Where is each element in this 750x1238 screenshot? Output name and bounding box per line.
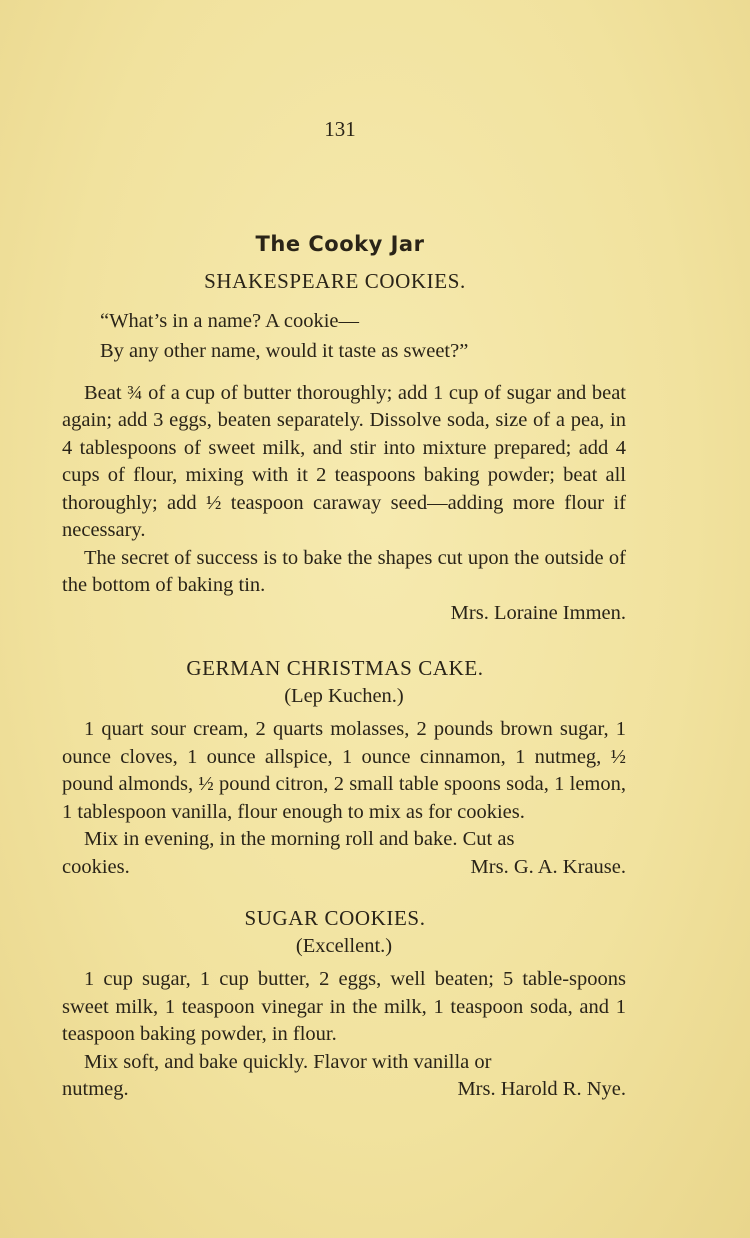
quote-line: By any other name, would it taste as sweet?” <box>100 339 469 362</box>
recipe-ingredients: 1 quart sour cream, 2 quarts molasses, 2 pounds brown sugar, 1 ounce cloves, 1 ounce allspice, 1 ounce cinnamon, 1 nutmeg, ½ pound almonds, ½ pound citron, 2 small table spoons soda, 1 lemon, 1 tablespoon vanilla, flour enough to mix as for cookies. <box>62 718 626 823</box>
recipe-credit-line <box>62 1076 626 1104</box>
recipe-title: SHAKESPEARE COOKIES. <box>204 269 466 293</box>
recipe-credit: Mrs. Harold R. Nye. <box>457 1078 626 1100</box>
recipe-quote <box>100 306 626 366</box>
recipe-closing-tail: nutmeg. <box>62 1078 129 1100</box>
recipe-sugar-cookies <box>62 905 626 1104</box>
recipe-closing-tail: cookies. <box>62 855 130 878</box>
recipe-directions: Beat ¾ of a cup of butter thoroughly; add 1 cup of sugar and beat again; add 3 eggs, beaten separately. Dissolve soda, size of a pea, in 4 tablespoons of sweet milk, and stir into mixture prepared; add 4 cups of flour, mixing with it 2 teaspoons baking powder; beat all thoroughly; add ½ teaspoon caraway seed—adding more flour if necessary. <box>62 381 626 541</box>
page-content <box>62 268 626 1104</box>
section-title: The Cooky Jar <box>255 232 425 256</box>
recipe-shakespeare-cookies <box>62 268 626 627</box>
recipe-title: SUGAR COOKIES. <box>244 906 426 930</box>
page-number: 131 <box>324 117 356 141</box>
recipe-german-christmas-cake <box>62 655 626 881</box>
quote-line: “What’s in a name? A cookie— <box>100 309 360 332</box>
recipe-note: The secret of success is to bake the shapes cut upon the outside of the bottom of baking tin. <box>62 546 626 596</box>
recipe-credit: Mrs. G. A. Krause. <box>470 855 626 878</box>
recipe-closing-line: Mix in evening, in the morning roll and bake. Cut as <box>84 828 515 850</box>
recipe-title: GERMAN CHRISTMAS CAKE. <box>186 656 484 680</box>
recipe-ingredients: 1 cup sugar, 1 cup butter, 2 eggs, well beaten; 5 table-spoons sweet milk, 1 teaspoon vinegar in the milk, 1 teaspoon soda, and 1 teaspoon baking powder, in flour. <box>62 968 626 1045</box>
recipe-closing-line: Mix soft, and bake quickly. Flavor with vanilla or <box>84 1050 492 1073</box>
recipe-credit: Mrs. Loraine Immen. <box>450 601 626 624</box>
recipe-subtitle: (Excellent.) <box>295 934 393 957</box>
recipe-subtitle: (Lep Kuchen.) <box>284 684 404 707</box>
recipe-credit-line <box>62 854 626 882</box>
